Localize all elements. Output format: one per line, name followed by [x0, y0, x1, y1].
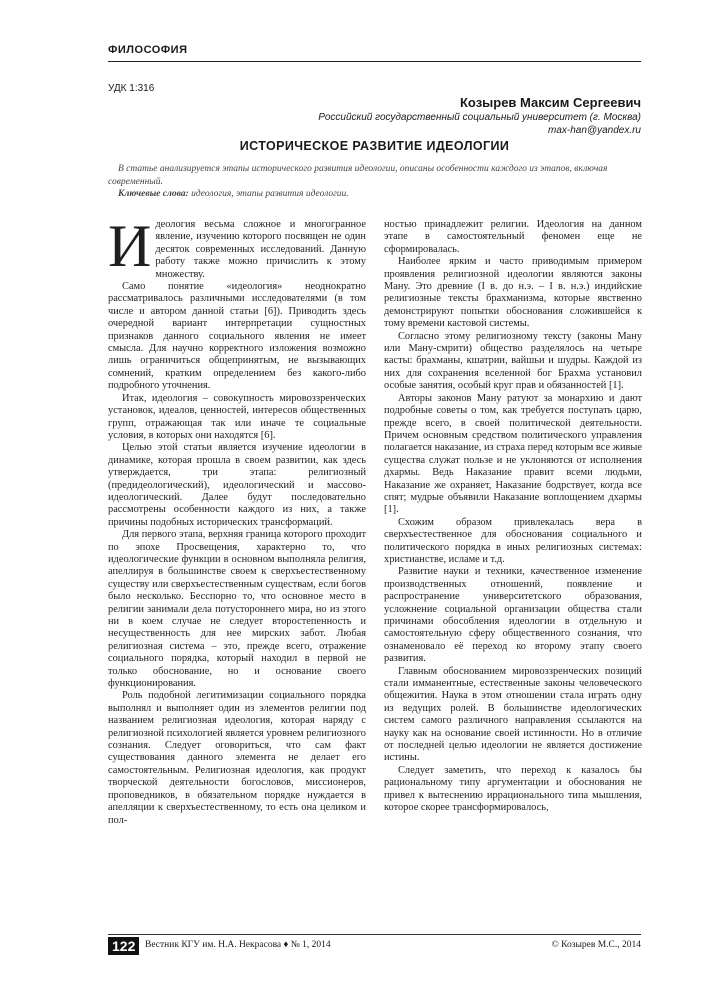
page-number: 122	[108, 937, 139, 955]
author-email: max-han@yandex.ru	[548, 125, 641, 136]
paragraph-text: Согласно этому религиозному тексту (законы Ману или Ману-смрити) общество разделялось на четыре касты: брахманы, кшатрии, вайшьи и шудры. Каждой из них для сохранения вселенной бог Брахма установил особые занятия, особый круг прав и обязанностей [1].	[384, 330, 642, 392]
drop-cap: И	[108, 213, 152, 279]
abstract	[108, 163, 641, 201]
paragraph-text: Схожим образом привлекалась вера в сверхъестественное для обоснования социального и политического порядка в иных религиозных системах: христианстве, исламе и т.д.	[384, 516, 642, 565]
author-affiliation: Российский государственный социальный университет (г. Москва)	[318, 112, 641, 123]
paragraph-text: деология весьма сложное и многогранное явление, изучению которого посвящен не один десяток современных исследований. Данную работу также можно причислить к этому множеству.	[155, 219, 366, 280]
paragraph-text: Следует заметить, что переход к казалось бы рациональному типу аргументации и обоснования не привел к вытеснению иррационального типа мышления, которое скорее трансформировалось,	[384, 764, 642, 814]
paragraph-text: ностью принадлежит религии. Идеология на данном этапе в самостоятельный феномен еще не сформировалась.	[384, 219, 642, 255]
keywords-list: идеология, этапы развития идеологии.	[188, 189, 349, 199]
paragraph	[384, 666, 642, 765]
paragraph-text: Итак, идеология – совокупность мировоззренческих установок, идеалов, ценностей, интересов общественных групп, отражающая так или иначе те социальные условия, в которых они находятся [6].	[108, 392, 366, 441]
author-affiliation-block	[318, 111, 641, 137]
paragraph-text: Главным обоснованием мировоззренческих позиций стали имманентные, естественные законы человеческого общежития. Наука в этом отношении стала играть одну из ведущих ролей. В большинстве идеологических систем самого различного направления ссылаются на науку как на основание своей истинности. Но в отличие от последней целью идеологии не является достижение истины.	[384, 665, 642, 764]
author-name: Козырев Максим Сергеевич	[459, 95, 641, 110]
article-title: ИСТОРИЧЕСКОЕ РАЗВИТИЕ ИДЕОЛОГИИ	[239, 139, 510, 153]
paragraph	[108, 393, 366, 443]
keywords	[108, 188, 641, 201]
paragraph-text: Наиболее ярким и часто приводимым примером проявления религиозной идеологии являются законы Ману. Это древние (I в. до н.э. – I в. н.э.) индийские религиозные тексты брахманизма, которые явственно демонстрируют попытки обоснования сложившейся к тому времени кастовой системы.	[384, 256, 642, 330]
paragraph-text: Развитие науки и техники, качественное изменение производственных отношений, появление и распространение университетского образования, усложнение социальной организации общества стали причинами обособления идеологии в отдельную и самостоятельную сферу общественного сознания, что ознаменовало её переход ко второму этапу своего развития.	[384, 566, 642, 665]
paragraph	[384, 393, 642, 517]
footer-rule	[108, 934, 641, 935]
journal-reference: Вестник КГУ им. Н.А. Некрасова ♦ № 1, 2014	[145, 940, 331, 950]
paragraph	[108, 529, 366, 690]
paragraph-text: Авторы законов Ману ратуют за монархию и дают подробные советы о том, как требуется поступать царю, прежде всего, в своей политической деятельности. Причем основным средством политического управления полагается наказание, из страха перед которым все живые существа служат пользе и не уклоняются от исполнения дхармы. Ведь Наказание правит всеми людьми, Наказание же охраняет, Наказание бодрствует, когда все спят; мудрые объявили Наказание воплощением дхармы [1].	[384, 392, 642, 516]
copyright: © Козырев М.С., 2014	[551, 940, 641, 950]
header-rule	[108, 61, 641, 62]
udk-code: УДК 1:316	[108, 83, 155, 94]
paragraph	[384, 566, 642, 665]
paragraph	[384, 765, 642, 815]
section-label: ФИЛОСОФИЯ	[108, 44, 188, 56]
right-column	[384, 219, 642, 815]
paragraph-text: Роль подобной легитимизации социального порядка выполнял и выполняет один из элементов религии под названием религиозная идеология, которая наряду с религиозной психологией является уровнем религиозного сознания. Следует оговориться, что сам факт существования данного элемента не делает его самостоятельным. Религиозная идеология, как продукт творческой деятельности богословов, миссионеров, проповедников, в обязательном порядке нуждается в апелляции к сверхъестественному, то есть она целиком и пол-	[108, 690, 366, 826]
paragraph	[384, 256, 642, 330]
paragraph-text: Для первого этапа, верхняя граница которого проходит по эпохе Просвещения, характерно то, что идеологические функции в основном выполняла религия, апеллируя в большинстве своем к сверхъестественному существу или сверхъестественным существам, если богов было несколько. Бесспорно то, что основное место в религии занимали дела потустороннего мира, но из этого ни в коем случае не следует второстепенность и несущественность для нее мирских забот. Любая религиозная система – это, прежде всего, отражение социального порядка, который находил в первой не только обоснование, но и основание своего функционирования.	[108, 529, 366, 690]
abstract-text: В статье анализируется этапы исторического развития идеологии, описаны особенности каждого из этапов, включая современный.	[108, 164, 608, 187]
paragraph	[108, 690, 366, 826]
paragraph-text: Само понятие «идеология» неоднократно рассматривалось различными исследователями (в том числе и автором данной статьи [6]). Приводить здесь очередной вариант интерпретации сущностных признаков данного социального явления не имеет смысла. Для научно корректного изложения возможно лишь ограничиться общепринятым, не вызывающих сомнений, кратким определением без какого-либо подробного уточнения.	[108, 281, 366, 392]
paragraph	[384, 219, 642, 256]
left-column	[108, 213, 366, 827]
paragraph	[384, 517, 642, 567]
paragraph	[108, 213, 366, 281]
paragraph	[108, 281, 366, 393]
keywords-label: Ключевые слова:	[118, 189, 189, 199]
paragraph	[384, 331, 642, 393]
paragraph-text: Целью этой статьи является изучение идеологии в динамике, которая прошла в своем развитии, как здесь утверждается, три этапа: религиозный (предидеологический), идеологический и массово-идеологический. Далее будут последовательно рассмотрены особенности каждого из них, а также причины подобных исторических трансформаций.	[108, 442, 366, 528]
paragraph	[108, 442, 366, 529]
